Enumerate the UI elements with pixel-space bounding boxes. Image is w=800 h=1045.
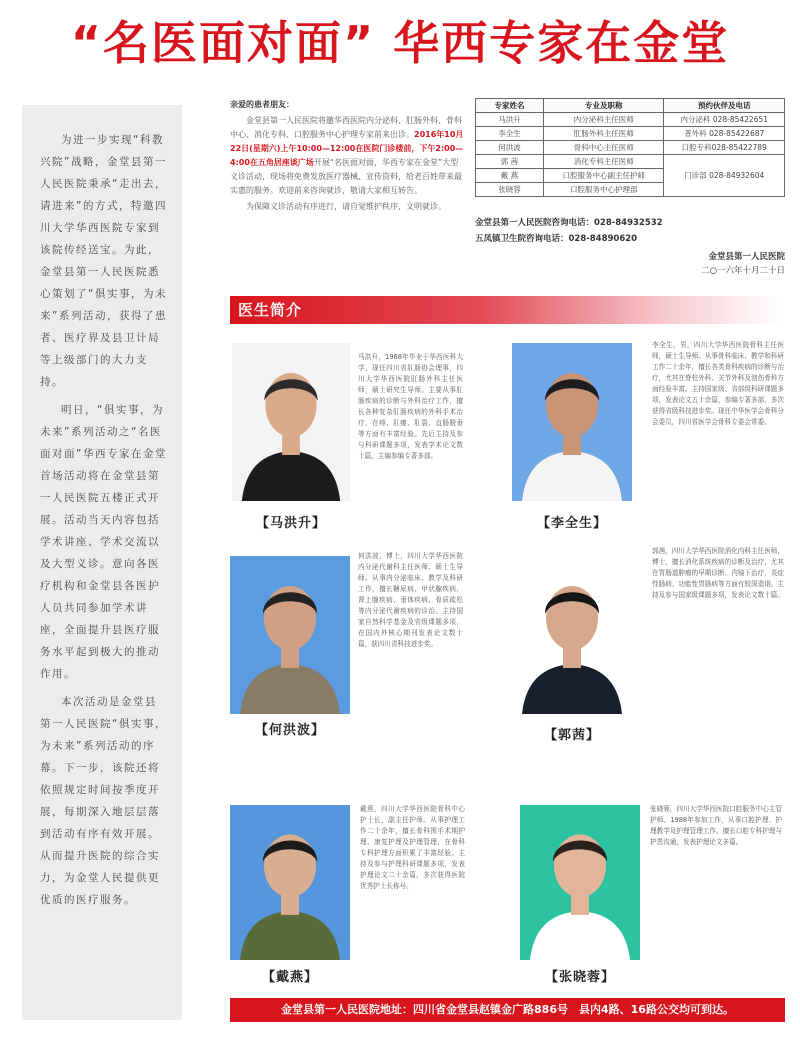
- portrait-illustration: [512, 556, 632, 714]
- doctor-bio: 马洪升，1968年毕业于华西医科大学，现任四川省肛肠协会理事，四川大学华西医院肛肠外科主任医师，硕士研究生导师。主要从事肛肠疾病的诊断与外科治疗工作，擅长各种复杂肛肠疾病的外科手术治疗，在痔、肛瘘、肛裂、直肠脱垂等方面有丰富经验。先后主持及参与科研课题多项，发表学术论文数十篇，主编参编专著多部。: [358, 353, 463, 460]
- doctor-bio: 张晓蓉，四川大学华西医院口腔服务中心主管护师。1988年参加工作，从事口腔护理、护理教学及护理管理工作。擅长口腔专科护理与护患沟通，发表护理论文多篇。: [650, 805, 782, 846]
- doctor-name: 【何洪波】: [254, 723, 325, 738]
- intro-column: [22, 105, 182, 1020]
- intro-paragraph: 明日，“俱实事，为未来”系列活动之“名医面对面”华西专家在金堂首场活动将在金堂县第一人民医院五楼正式开展。活动当天内容包括学术讲座、学术交流以及大型义诊。意向各医疗机构和金堂县各医护人员共同参加学术讲座，全面提升县医疗服务水平起到极大的推动作用。: [40, 404, 167, 680]
- doctor-bio: 李全生，男，四川大学华西医院骨科主任医师，硕士生导师。从事骨科临床、教学和科研工作二十余年，擅长各类骨科疾病的诊断与治疗，尤其在脊柱外科、关节外科及创伤骨科方面经验丰富。主持国家级、省部级科研课题多项，发表论文五十余篇，参编专著多部，多次获得省级科技进步奖。现任中华医学会骨科分会委员，四川省医学会骨科专委会常委。: [652, 341, 784, 426]
- table-cell: 张晓蓉: [476, 183, 544, 197]
- doctor-photo: [512, 343, 632, 501]
- doctor-name: 【张晓蓉】: [544, 970, 615, 985]
- table-cell: 口腔专科028-85422789: [664, 141, 785, 155]
- table-cell: 普外科 028-85422687: [664, 127, 785, 141]
- signoff: [600, 250, 785, 278]
- doctor-name: 【马洪升】: [255, 516, 326, 531]
- signoff-org: 金堂县第一人民医院: [708, 252, 785, 262]
- table-row: [476, 141, 785, 155]
- table-cell: 肛肠外科主任医师: [543, 127, 664, 141]
- doctor-name: 【李全生】: [536, 516, 607, 531]
- notice-body-text: 金堂县第一人民医院将邀华西医院内分泌科、肛肠外科、骨科中心、消化专科、口腔服务中心护理专家前来出诊。: [230, 116, 462, 139]
- column-header: 专业及职称: [543, 99, 664, 113]
- page-headline: “名医面对面” 华西专家在金堂: [70, 16, 730, 70]
- table-cell: 口腔服务中心护理部: [543, 183, 664, 197]
- table-cell: 郭 茜: [476, 155, 544, 169]
- portrait-illustration: [520, 805, 640, 960]
- portrait-illustration: [512, 343, 632, 501]
- contact-phones: [475, 215, 785, 247]
- table-cell: 内分泌科 028-85422651: [664, 113, 785, 127]
- doctor-photo: [512, 556, 632, 714]
- table-cell: 戴 燕: [476, 169, 544, 183]
- table-cell: 马洪升: [476, 113, 544, 127]
- table-row: [476, 127, 785, 141]
- notice-body-text: 开展“名医面对面，华西专家在金堂”大型义诊活动，现场将免费发放医疗器械、宣传资料，给老百姓带来最实惠的服务。欢迎前来咨询就诊，敬请大家相互转告。: [230, 158, 462, 195]
- notice-body: [230, 114, 465, 198]
- phone-line: 五凤镇卫生院咨询电话：028-84890620: [475, 234, 638, 244]
- doctor-photo: [230, 805, 350, 960]
- doctor-name: 【郭茜】: [543, 728, 600, 743]
- portrait-illustration: [230, 805, 350, 960]
- intro-paragraph: 本次活动是金堂县第一人民医院“俱实事，为未来”系列活动的序幕。下一步，该院还将依照规定时间按季度开展，每期深入地层层落到活动有序有效开展。从而提升医院的综合实力，为金堂人民提供更优质的医疗服务。: [40, 696, 167, 906]
- address-footer: 金堂县第一人民医院地址：四川省金堂县赵镇金广路886号 县内4路、16路公交均可到达。: [230, 998, 785, 1022]
- section-banner: [230, 296, 785, 324]
- table-cell: 口腔服务中心副主任护师: [543, 169, 664, 183]
- signoff-date: 二○一六年十月二十日: [701, 266, 785, 276]
- doctor-name: 【戴燕】: [261, 970, 318, 985]
- table-cell: 内分泌科主任医师: [543, 113, 664, 127]
- table-cell: 李全生: [476, 127, 544, 141]
- doctor-photo: [230, 556, 350, 714]
- table-header-row: [476, 99, 785, 113]
- section-title: 医生简介: [238, 301, 303, 319]
- schedule-table: [475, 98, 785, 197]
- doctor-bio: 何洪波，博士，四川大学华西医院内分泌代谢科主任医师、硕士生导师。从事内分泌临床、教学及科研工作，擅长糖尿病、甲状腺疾病、肾上腺疾病、垂体疾病、骨质疏松等内分泌代谢疾病的诊治。主持国家自然科学基金及省级课题多项，在国内外核心期刊发表论文数十篇，获四川省科技进步奖。: [358, 552, 463, 648]
- doctor-photo: [520, 805, 640, 960]
- portrait-illustration: [232, 343, 350, 501]
- doctor-photo: [232, 343, 350, 501]
- notice-block: [230, 98, 465, 216]
- phone-line: 金堂县第一人民医院咨询电话：028-84932532: [475, 218, 663, 228]
- portrait-illustration: [230, 556, 350, 714]
- column-header: 专家姓名: [476, 99, 544, 113]
- column-header: 预约伙伴及电话: [664, 99, 785, 113]
- notice-greeting: 亲爱的患者朋友：: [230, 100, 294, 109]
- intro-paragraph: 为进一步实现“科教兴院”战略，金堂县第一人民医院秉承“走出去，请进来”的方式，特邀四川大学华西医院专家到该院传经送宝。为此，金堂县第一人民医院悉心策划了“俱实事，为未来”系列活动，获得了患者、医疗界及县卫计局等上级部门的大力支持。: [40, 134, 167, 388]
- table-cell: 门诊部 028-84932604: [664, 155, 785, 197]
- table-cell: 何洪波: [476, 141, 544, 155]
- doctor-bio: 戴燕，四川大学华西医院骨科中心护士长，副主任护师。从事护理工作二十余年，擅长骨科围手术期护理、康复护理及护理管理，在骨科专科护理方面积累了丰富经验。主持及参与护理科研课题多项，发表护理论文二十余篇，多次获得医院优秀护士长称号。: [360, 805, 465, 890]
- table-cell: 消化专科主任医师: [543, 155, 664, 169]
- table-row: [476, 113, 785, 127]
- table-row: [476, 155, 785, 169]
- doctor-bio: 郭茜，四川大学华西医院消化内科主任医师，博士，擅长消化系统疾病的诊断及治疗，尤其在胃肠道肿瘤的早期诊断、内镜下治疗，炎症性肠病、功能性胃肠病等方面有较深造诣。主持及参与国家级课题多项，发表论文数十篇。: [652, 547, 784, 599]
- table-cell: 骨科中心主任医师: [543, 141, 664, 155]
- notice-highlight: 2016年10月22日(星期六)上午10:00—12:00在医院门诊楼前，下午2:00—4:00在五角居座谈广场: [230, 130, 464, 167]
- notice-closing: 为保障义诊活动有序进行，请自觉维护秩序，文明就诊。: [246, 202, 446, 211]
